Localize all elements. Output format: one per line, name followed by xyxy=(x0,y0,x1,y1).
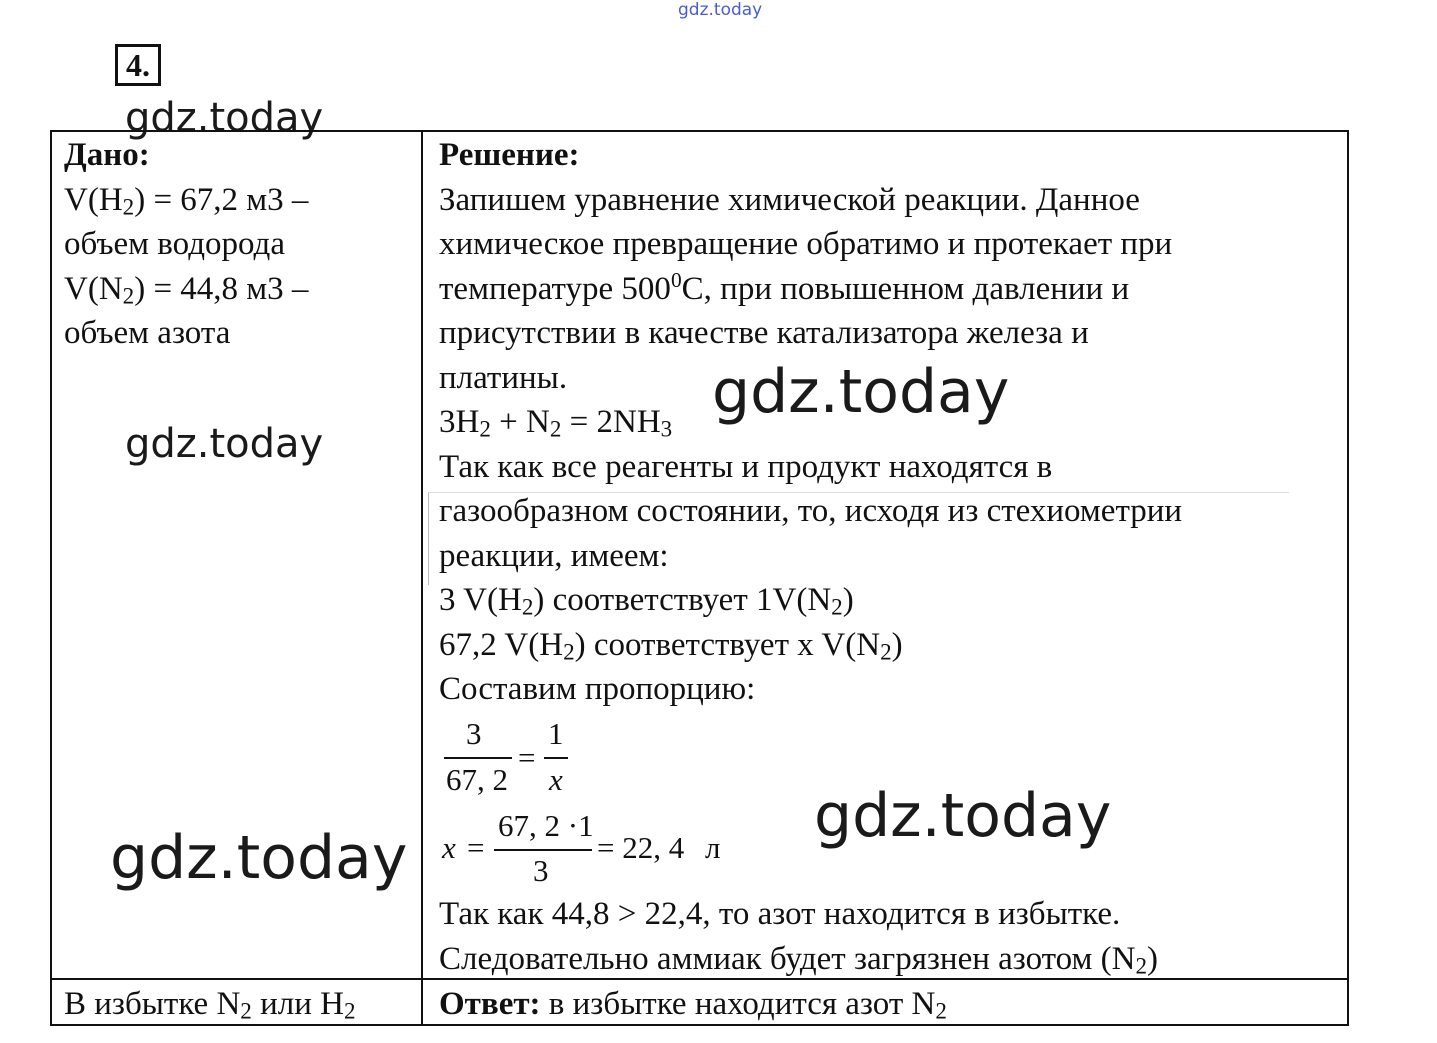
fraction-numerator: 1 xyxy=(548,716,564,751)
column-divider xyxy=(421,130,423,1026)
given-volume-n2: $V(N_2) = 44,8$ м3 – xyxy=(64,270,309,309)
variable-x: x xyxy=(442,830,456,865)
task-number: 4. xyxy=(115,44,161,86)
solution-heading: Решение: xyxy=(439,137,580,173)
fraction-numerator: 67, 2 ·1 xyxy=(498,808,594,843)
answer-label: Ответ: xyxy=(439,986,541,1022)
given-heading: Дано: xyxy=(64,137,150,173)
equals-sign: = xyxy=(518,740,536,775)
answer-text: Ответ: в избытке находится азот $N_2$ xyxy=(439,986,947,1024)
equals-sign: = xyxy=(467,830,485,865)
fraction-denominator: x xyxy=(549,762,563,797)
solution-line: температуре $500^0С$, при повышенном давлении и xyxy=(439,267,1130,307)
fraction-denominator: 67, 2 xyxy=(446,762,508,797)
question-text: В избытке $N_2$ или $H_2$ xyxy=(64,986,356,1024)
given-volume-n2-desc: объем азота xyxy=(64,315,231,351)
result-value: = 22, 4 xyxy=(597,830,685,865)
watermark-top: gdz.today xyxy=(678,0,763,20)
watermark: gdz.today xyxy=(125,95,324,141)
solution-line: газообразном состоянии, то, исходя из стехиометрии xyxy=(439,493,1183,529)
solution-line: химическое превращение обратимо и протекает при xyxy=(439,226,1173,262)
solution-line: присутствии в качестве катализатора железа и xyxy=(439,315,1089,351)
given-volume-h2-desc: объем водорода xyxy=(64,226,285,262)
ratio-line: 67,2 $V(H_2)$ соответствует x $V(N_2)$ xyxy=(439,626,903,665)
given-block xyxy=(64,133,308,356)
fraction-denominator: 3 xyxy=(533,853,549,888)
conclusion-line: Так как 44,8 > 22,4, то азот находится в избытке. xyxy=(439,896,1121,932)
solution-line: реакции, имеем: xyxy=(439,537,669,574)
watermark: gdz.today xyxy=(110,823,408,893)
given-volume-h2: $V(H_2) = 67,2$ м3 – xyxy=(64,181,309,220)
fraction-numerator: 3 xyxy=(466,716,482,751)
conclusion-line: Следовательно аммиак будет загрязнен азотом $(N_2)$ xyxy=(439,940,1159,979)
conclusion-block xyxy=(439,892,1158,981)
solution-block xyxy=(439,133,1182,712)
watermark: gdz.today xyxy=(712,357,1010,427)
solution-line: платины. xyxy=(439,359,568,396)
solution-line: Составим пропорцию: xyxy=(439,671,756,707)
watermark: gdz.today xyxy=(125,421,324,467)
solution-line: Запишем уравнение химической реакции. Данное xyxy=(439,181,1140,218)
ratio-line: 3 $V(H_2)$ соответствует $1V(N_2)$ xyxy=(439,582,854,620)
result-unit: л xyxy=(705,830,721,865)
solution-line: Так как все реагенты и продукт находятся в xyxy=(439,448,1053,485)
reaction-equation: $3H_2 + N_2 = 2NH_3$ xyxy=(439,404,673,442)
watermark: gdz.today xyxy=(814,781,1112,851)
